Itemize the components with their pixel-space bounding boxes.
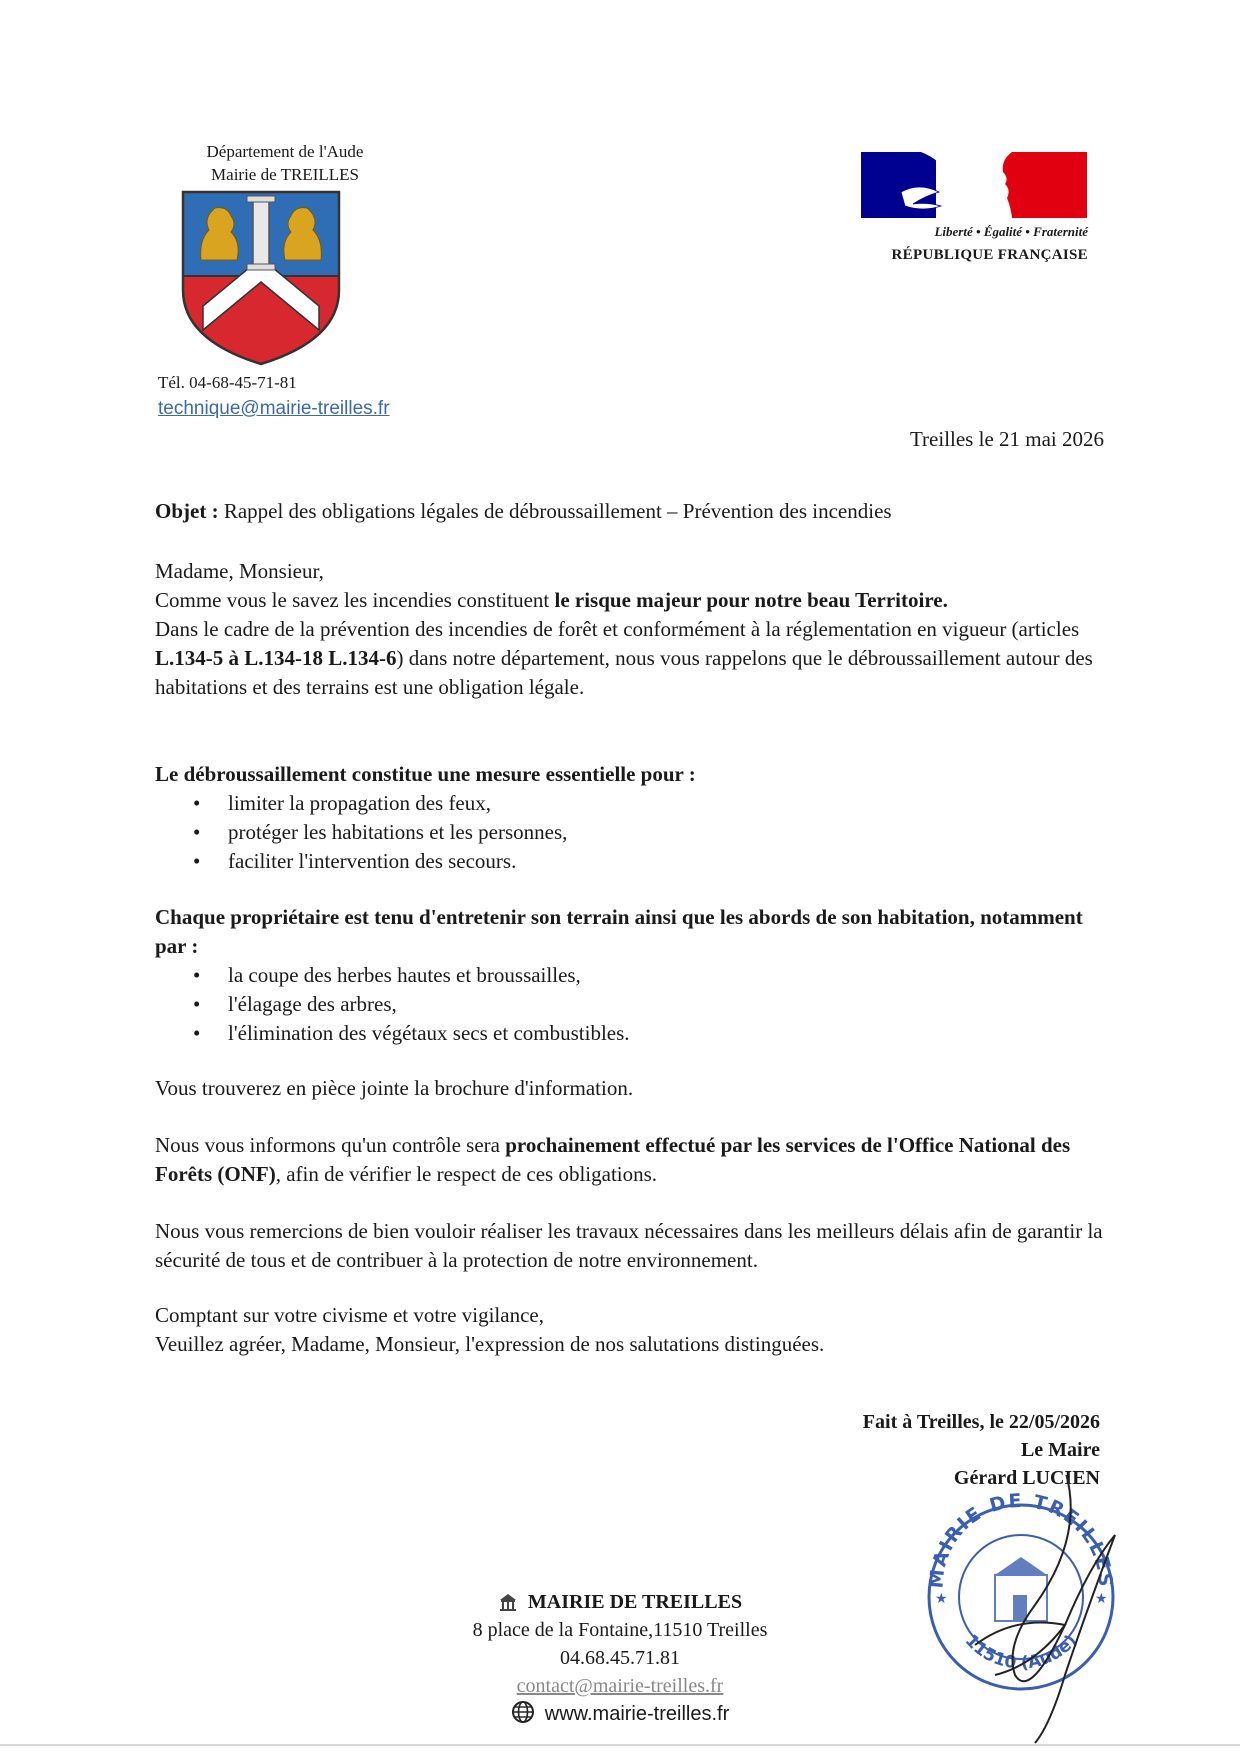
measures-title: Le débroussaillement constitue une mesure essentielle pour : xyxy=(155,762,696,786)
signature-name: Gérard LUCIEN xyxy=(953,1467,1100,1489)
footer-website-line xyxy=(420,1700,820,1728)
svg-text:MAIRIE DE TREILLES: MAIRIE DE TREILLES xyxy=(925,1489,1117,1590)
sender-contact xyxy=(158,372,390,420)
intro-paragraph-1: Comme vous le savez les incendies constituent le risque majeur pour notre beau Territoire. xyxy=(155,588,948,612)
salutation: Madame, Monsieur, xyxy=(155,559,324,583)
owner-obligations-title: Chaque propriétaire est tenu d'entretenir son terrain ainsi que les abords de son habitation, notamment par : xyxy=(155,905,1083,958)
letter-footer xyxy=(420,1588,820,1728)
footer-name-line xyxy=(420,1588,820,1616)
globe-icon xyxy=(511,1700,535,1724)
measures-section xyxy=(155,760,1115,876)
department-name: Département de l'Aude xyxy=(206,142,364,161)
list-item: • protéger les habitations et les personnes, xyxy=(228,818,1115,847)
mairie-name: Mairie de TREILLES xyxy=(211,165,359,184)
signature-place-date: Fait à Treilles, le 22/05/2026 xyxy=(862,1411,1100,1433)
svg-text:11510 (Aude): 11510 (Aude) xyxy=(960,1630,1082,1674)
footer-email-link[interactable]: contact@mairie-treilles.fr xyxy=(516,1675,724,1697)
sender-header xyxy=(140,140,430,186)
onf-paragraph: Nous vous informons qu'un contrôle sera prochainement effectué par les services de l'Office National des Forêts (ONF), afin de vérifier le respect de ces obligations. xyxy=(155,1133,1071,1186)
marianne-logo-icon xyxy=(861,152,1087,218)
brochure-paragraph: Vous trouverez en pièce jointe la brochure d'information. xyxy=(155,1076,634,1100)
sender-phone: Tél. 04-68-45-71-81 xyxy=(158,373,297,392)
list-item: • l'élagage des arbres, xyxy=(228,990,1115,1019)
subject-label: Objet : xyxy=(155,499,219,523)
owner-obligations-list xyxy=(155,961,1115,1048)
thanks-paragraph: Nous vous remercions de bien vouloir réaliser les travaux nécessaires dans les meilleurs délais afin de garantir la sécurité de tous et de contribuer à la protection de notre environnement. xyxy=(155,1219,1103,1272)
footer-phone: 04.68.45.71.81 xyxy=(560,1647,680,1669)
footer-name: MAIRIE DE TREILLES xyxy=(527,1591,743,1613)
footer-address: 8 place de la Fontaine,11510 Treilles xyxy=(472,1619,768,1641)
footer-website-link[interactable]: www.mairie-treilles.fr xyxy=(544,1703,730,1725)
town-hall-icon xyxy=(498,1592,518,1612)
signature-role: Le Maire xyxy=(1020,1439,1100,1461)
closing-line-1: Comptant sur votre civisme et votre vigilance, xyxy=(155,1303,544,1327)
treilles-coat-of-arms-icon xyxy=(181,190,341,366)
republic-name: RÉPUBLIQUE FRANÇAISE xyxy=(891,247,1088,263)
intro-paragraph-2: Dans le cadre de la prévention des incendies de forêt et conformément à la réglementation en vigueur (articles L.134-5 à L.134-18 L.134-6) dans notre département, nous vous rappelons que le débroussaillement autour des habitations et des terrains est une obligation légale. xyxy=(155,617,1093,699)
list-item: • la coupe des herbes hautes et broussailles, xyxy=(228,961,1115,990)
republic-motto: Liberté • Égalité • Fraternité xyxy=(934,224,1088,239)
letter-intro xyxy=(155,557,1115,702)
svg-text:★: ★ xyxy=(1095,1592,1108,1607)
closing-line-2: Veuillez agréer, Madame, Monsieur, l'expression de nos salutations distinguées. xyxy=(155,1332,825,1356)
list-item: • limiter la propagation des feux, xyxy=(228,789,1115,818)
measures-list xyxy=(155,789,1115,876)
mairie-de-treilles-stamp-icon xyxy=(915,1475,1130,1745)
page-bottom-divider xyxy=(0,1744,1240,1746)
svg-text:★: ★ xyxy=(935,1592,948,1607)
sender-email-link[interactable]: technique@mairie-treilles.fr xyxy=(158,398,390,419)
list-item: • faciliter l'intervention des secours. xyxy=(228,847,1115,876)
letter-subject xyxy=(155,497,1115,526)
owner-obligations-section xyxy=(155,903,1115,1048)
letter-date: Treilles le 21 mai 2026 xyxy=(909,427,1104,451)
closing-paragraph xyxy=(155,1301,1115,1359)
list-item: • l'élimination des végétaux secs et combustibles. xyxy=(228,1019,1115,1048)
subject-text: Rappel des obligations légales de débroussaillement – Prévention des incendies xyxy=(218,499,892,523)
